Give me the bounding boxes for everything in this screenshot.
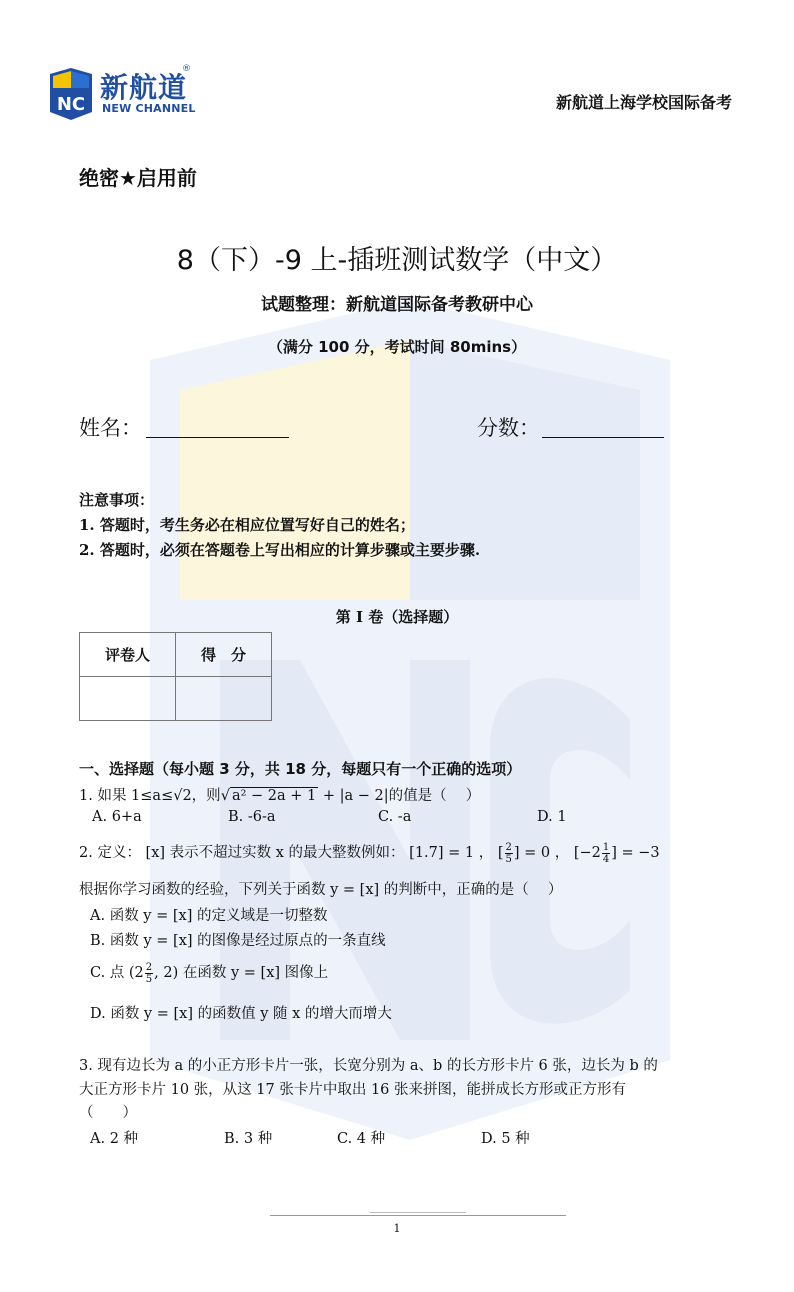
fraction: $\frac{2}{5}$ bbox=[505, 841, 512, 865]
q2-line1-b: ] = 0 ， [−2 bbox=[513, 845, 601, 861]
name-blank-line[interactable] bbox=[146, 437, 289, 438]
logo-english-text: NEW CHANNEL bbox=[102, 102, 196, 115]
q1-option-d[interactable]: D. 1 bbox=[537, 809, 567, 825]
q1-option-c[interactable]: C. -a bbox=[378, 809, 412, 825]
sqrt-icon: √ bbox=[220, 788, 230, 804]
score-blank-line[interactable] bbox=[542, 437, 664, 438]
note-item: 2. 答题时，必须在答题卷上写出相应的计算步骤或主要步骤. bbox=[79, 541, 481, 559]
logo-chinese-text: 新航道 bbox=[100, 71, 188, 104]
q2-option-d[interactable]: D. 函数 y = [x] 的函数值 y 随 x 的增大而增大 bbox=[90, 1006, 392, 1022]
fraction: $\frac{1}{4}$ bbox=[602, 841, 610, 865]
part-one-title: 一、选择题（每小题 3 分，共 18 分，每题只有一个正确的选项） bbox=[79, 760, 522, 778]
question-2 bbox=[79, 841, 660, 865]
q1-tail: + |a − 2|的值是（ ） bbox=[318, 788, 481, 804]
score-label: 分数： bbox=[477, 416, 540, 440]
nc-shield-icon bbox=[48, 68, 94, 120]
secret-mark: 绝密★启用前 bbox=[79, 166, 197, 190]
q3-line2: 大正方形卡片 10 张，从这 17 张卡片中取出 16 张来拼图，能拼成长方形或正方形有 bbox=[79, 1082, 627, 1098]
brand-logo bbox=[48, 64, 198, 122]
q2-line1-c: ] = −3 bbox=[611, 845, 660, 861]
section-heading: 第 I 卷（选择题） bbox=[335, 608, 459, 626]
q2-option-a[interactable]: A. 函数 y = [x] 的定义域是一切整数 bbox=[90, 908, 328, 924]
q2-option-b[interactable]: B. 函数 y = [x] 的图像是经过原点的一条直线 bbox=[90, 933, 386, 949]
fraction: $\frac{2}{5}$ bbox=[145, 961, 153, 985]
notes-title: 注意事项： bbox=[79, 491, 155, 509]
q3-option-c[interactable]: C. 4 种 bbox=[337, 1131, 386, 1147]
name-label: 姓名： bbox=[79, 416, 142, 440]
svg-text:NC: NC bbox=[56, 94, 86, 115]
q3-line3: （ ） bbox=[79, 1105, 137, 1121]
score-cell[interactable] bbox=[176, 677, 272, 721]
score-header: 得 分 bbox=[176, 633, 272, 677]
q2-option-c[interactable]: C. 点 (2 $\frac{2}{5}$ , 2) 在函数 y = [x] 图像上 bbox=[90, 961, 329, 985]
question-1 bbox=[79, 784, 480, 805]
q1-option-a[interactable]: A. 6+a bbox=[92, 809, 142, 825]
grader-table bbox=[79, 632, 272, 721]
q3-option-d[interactable]: D. 5 种 bbox=[481, 1131, 530, 1147]
school-name: 新航道上海学校国际备考 bbox=[555, 93, 732, 112]
exam-subtitle: 试题整理：新航道国际备考教研中心 bbox=[261, 295, 533, 315]
q3-line1: 3. 现有边长为 a 的小正方形卡片一张，长宽分别为 a、b 的长方形卡片 6 张，边长为 b 的 bbox=[79, 1058, 658, 1074]
q1-radicand: a² − 2a + 1 bbox=[231, 788, 317, 804]
page-number: 1 bbox=[393, 1222, 401, 1235]
footer-rule bbox=[370, 1212, 466, 1213]
q3-option-a[interactable]: A. 2 种 bbox=[90, 1131, 139, 1147]
footer-rule bbox=[270, 1215, 566, 1216]
grader-cell[interactable] bbox=[80, 677, 176, 721]
q3-option-b[interactable]: B. 3 种 bbox=[224, 1131, 273, 1147]
q1-option-b[interactable]: B. -6-a bbox=[228, 809, 276, 825]
score-info: （满分 100 分，考试时间 80mins） bbox=[267, 338, 527, 356]
q1-lead: 1. 如果 1≤a≤√2，则 bbox=[79, 788, 221, 804]
note-item: 1. 答题时，考生务必在相应位置写好自己的姓名； bbox=[79, 516, 415, 534]
q2-line1-a: 2. 定义： [x] 表示不超过实数 x 的最大整数例如： [1.7] = 1 ， [ bbox=[79, 845, 504, 861]
q2-line2: 根据你学习函数的经验，下列关于函数 y = [x] 的判断中，正确的是（ ） bbox=[79, 882, 563, 898]
registered-mark: ® bbox=[182, 64, 191, 74]
grader-header: 评卷人 bbox=[80, 633, 176, 677]
exam-title: 8（下）-9 上-插班测试数学（中文） bbox=[176, 245, 618, 276]
